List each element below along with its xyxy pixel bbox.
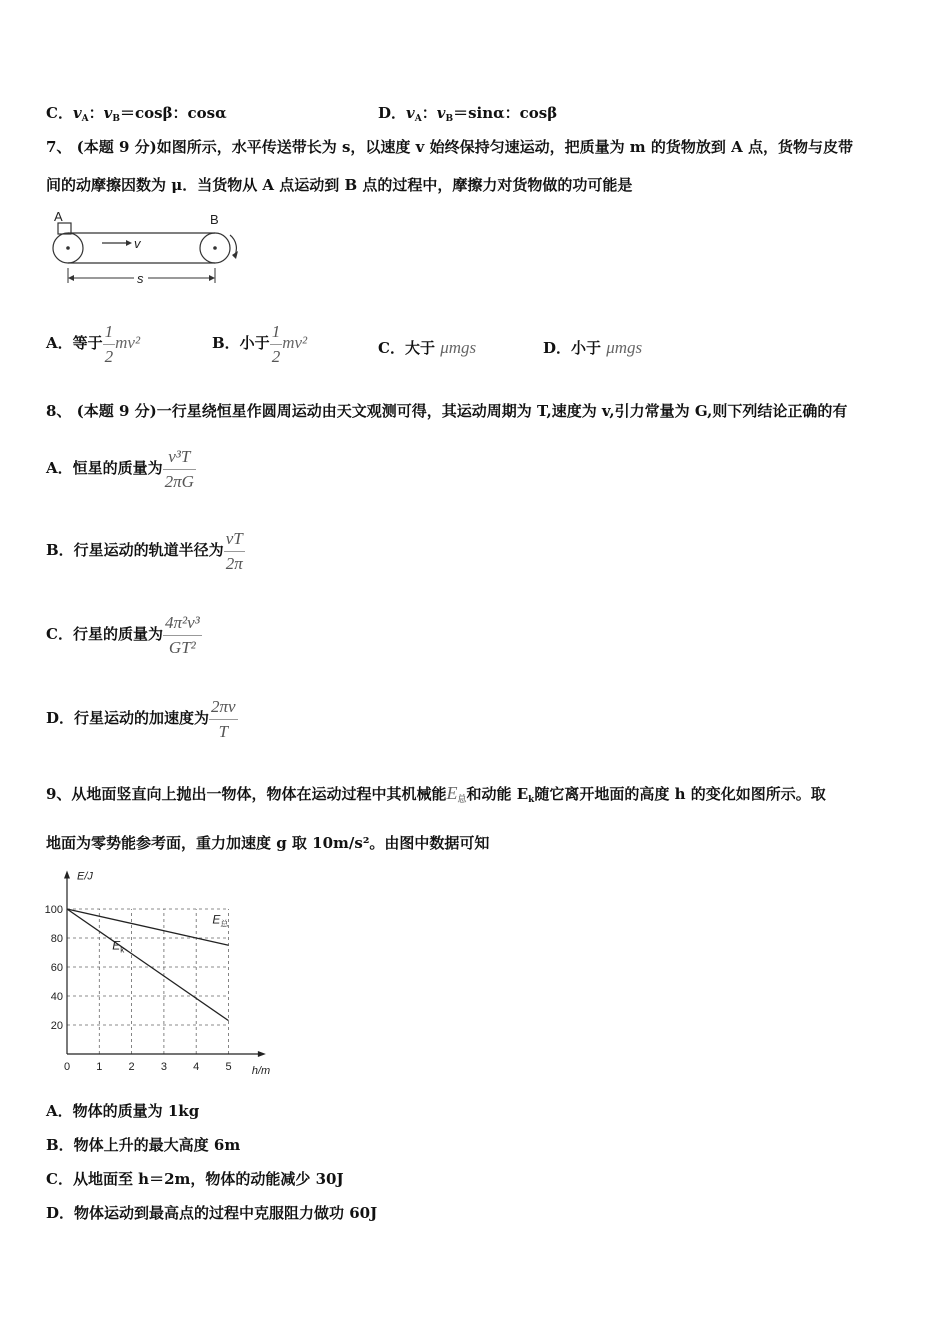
q8-option-d: D．行星运动的加速度为 $\frac{2\pi v}{T}$ — [46, 696, 236, 741]
label-b: B — [210, 212, 219, 227]
chart-ticks — [45, 904, 232, 1073]
y-tick-100: 100 — [44, 904, 63, 916]
conveyor-belt-figure — [46, 205, 256, 290]
q9-stem-line2: 地面为零势能参考面，重力加速度 g 取 10m/s²。由图中数据可知 — [46, 834, 490, 852]
chart-series — [67, 909, 229, 1021]
q9-option-c: C．从地面至 h＝2m，物体的动能减少 30J — [46, 1170, 344, 1188]
x-tick-1: 1 — [96, 1061, 103, 1073]
q9-option-b: B．物体上升的最大高度 6m — [46, 1136, 241, 1154]
y-tick-80: 80 — [50, 933, 63, 945]
x-axis-label: h/m — [251, 1065, 271, 1077]
chart-grid — [67, 909, 229, 1054]
x-tick-4: 4 — [193, 1061, 200, 1073]
series-line-1 — [67, 909, 229, 1021]
y-axis-arrow — [64, 871, 70, 879]
series-label-0: $E_总$ — [212, 912, 229, 929]
q7-stem-line1: 7、 (本题 9 分)如图所示，水平传送带长为 s，以速度 v 始终保持匀速运动，把质量为 m 的货物放到 A 点，货物与皮带 — [46, 138, 853, 156]
x-tick-2: 2 — [128, 1061, 135, 1073]
series-label-1: $E_k$ — [112, 938, 125, 955]
q6-option-d: D．$v_A$：$v_B=\sin\alpha$：cosβ — [378, 104, 558, 124]
q7-option-d: D．小于 μmgs — [543, 338, 643, 357]
x-tick-5: 5 — [225, 1061, 232, 1073]
x-axis-arrow — [258, 1051, 266, 1057]
q8-option-a: A．恒星的质量为 $\frac{\text{v³T}}{2\pi G}$ — [46, 446, 194, 491]
y-tick-60: 60 — [50, 962, 63, 974]
q7-stem-line2: 间的动摩擦因数为 μ．当货物从 A 点运动到 B 点的过程中，摩擦力对货物做的功可能是 — [46, 176, 633, 194]
label-v: v — [134, 236, 141, 251]
q8-option-b: B．行星运动的轨道半径为 $\frac{vT}{2\pi}$ — [46, 528, 243, 573]
q9-stem-line1: 9、从地面竖直向上抛出一物体，物体在运动过程中其机械能$E_总$和动能 $E_k$随它离开地面的高度 h 的变化如图所示。取 — [46, 783, 826, 805]
label-a: A — [54, 209, 63, 224]
q7-option-a: A．等于 $\frac{1}{2}$ mv² — [46, 321, 141, 366]
y-tick-40: 40 — [50, 991, 63, 1003]
cargo-box — [58, 223, 71, 234]
q6-option-c: C．$v_A$：$v_B=\cos\beta$：cosα — [46, 104, 227, 124]
q9-option-a: A．物体的质量为 1kg — [46, 1102, 200, 1120]
series-line-0 — [67, 909, 229, 945]
energy-height-chart — [40, 868, 290, 1080]
q8-option-c: C．行星的质量为 $\frac{\text{4π²v³}}{\text{GT²}}$ — [46, 612, 200, 657]
x-tick-3: 3 — [160, 1061, 167, 1073]
q7-option-c: C．大于 μmgs — [378, 338, 477, 357]
x-tick-0: 0 — [63, 1061, 71, 1073]
y-tick-20: 20 — [50, 1020, 63, 1032]
q8-stem: 8、 (本题 9 分)一行星绕恒星作圆周运动由天文观测可得，其运动周期为 T,速度为 v,引力常量为 G,则下列结论正确的有 — [46, 402, 848, 420]
chart-axes — [64, 871, 270, 1078]
y-axis-label: E/J — [77, 870, 93, 883]
q9-option-d: D．物体运动到最高点的过程中克服阻力做功 60J — [46, 1204, 378, 1222]
label-s: s — [137, 271, 144, 286]
q7-option-b: B．小于 $\frac{1}{2}$ mv² — [212, 321, 308, 366]
